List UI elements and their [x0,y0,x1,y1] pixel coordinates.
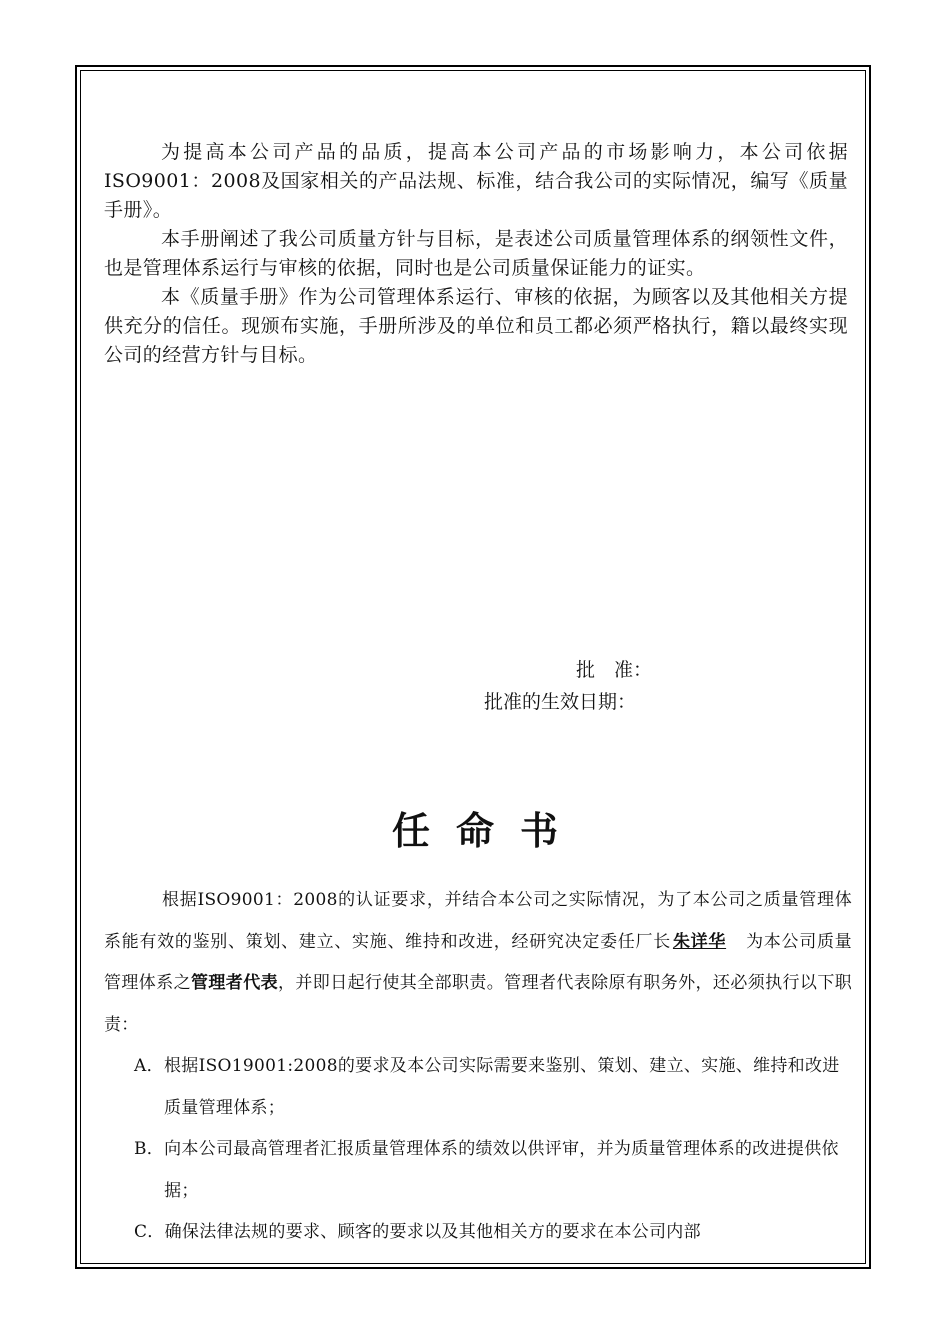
effective-date-label: 批准的生效日期： [484,691,637,713]
duty-item-c [134,1212,852,1254]
appointee-name: 朱详华 [672,931,727,952]
approve-label: 批 准： [576,659,653,681]
appointment-text-after-role: ，并即日起行使其全部职责。管理者代表除原有职务外，还必须执行以下职责： [104,973,853,1035]
appointment-title: 任命书 [391,809,584,853]
appointment-text-mid: 为本公司质量管理体系之 [104,931,852,993]
duty-letter: B． [134,1139,165,1159]
duty-text: 确保法律法规的要求、顾客的要求以及其他相关方的要求在本公司内部 [164,1222,701,1242]
intro-section [104,138,848,370]
appointment-paragraph [104,880,852,1046]
appointment-section [104,880,852,1254]
intro-paragraph-1: 为提高本公司产品的品质，提高本公司产品的市场影响力，本公司依据ISO9001：2008及国家相关的产品法规、标准，结合我公司的实际情况，编写《质量手册》。 [104,141,848,221]
intro-paragraph-3: 本《质量手册》作为公司管理体系运行、审核的依据，为顾客以及其他相关方提供充分的信任。现颁布实施，手册所涉及的单位和员工都必须严格执行，籍以最终实现公司的经营方针与目标。 [104,286,848,366]
duty-item-a [134,1046,852,1129]
appointment-text-before-name: 根据ISO9001：2008的认证要求，并结合本公司之实际情况，为了本公司之质量管理体系能有效的鉴别、策划、建立、实施、维持和改进，经研究决定委任厂长 [104,890,852,952]
duty-letter: C． [134,1222,165,1242]
appointee-role: 管理者代表 [191,973,278,993]
intro-paragraph-2: 本手册阐述了我公司质量方针与目标，是表述公司质量管理体系的纲领性文件，也是管理体系运行与审核的依据，同时也是公司质量保证能力的证实。 [104,228,848,279]
duty-letter: A． [134,1056,164,1076]
approval-block [484,654,652,718]
duty-item-b [134,1129,852,1212]
duty-text: 向本公司最高管理者汇报质量管理体系的绩效以供评审，并为质量管理体系的改进提供依据； [164,1139,839,1201]
duty-text: 根据ISO19001:2008的要求及本公司实际需要来鉴别、策划、建立、实施、维持和改进质量管理体系； [164,1056,840,1118]
